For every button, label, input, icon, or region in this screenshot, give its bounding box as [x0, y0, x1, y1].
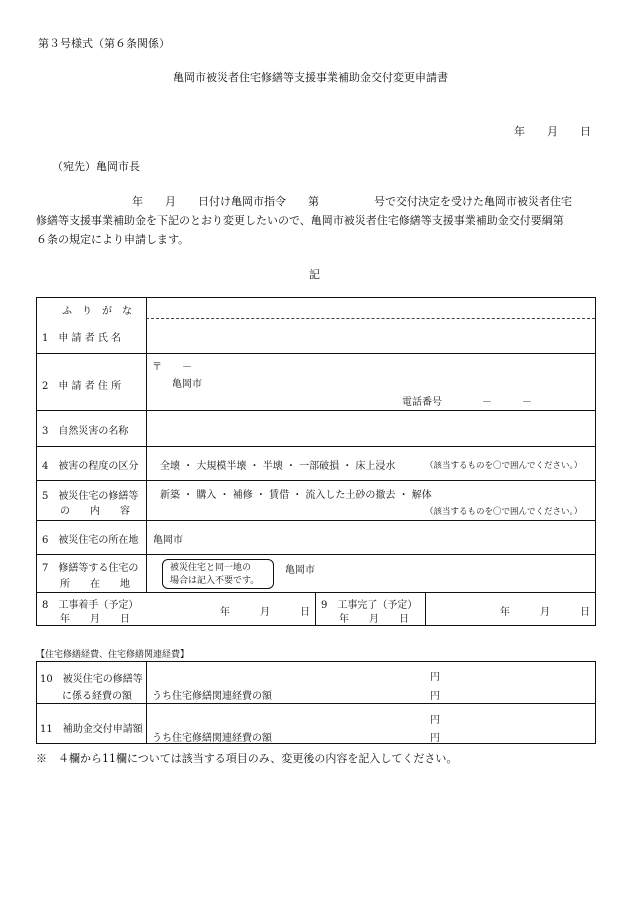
- body-line-3: ６条の規定により申請します。: [36, 233, 190, 246]
- same-location-note-1: 被災住宅と同一地の: [170, 563, 252, 573]
- applicant-address-label: 2 申 請 者 住 所: [42, 381, 122, 392]
- repair-cost-label-2: に係る経費の額: [62, 691, 132, 702]
- addressee: （宛先）亀岡市長: [52, 160, 140, 173]
- subsidy-related-cost-yen: 円: [430, 733, 440, 744]
- start-date-label-1: 8 工事着手（予定）: [42, 600, 139, 611]
- end-date-label-2: 年 月 日: [339, 614, 409, 625]
- body-line-2: 修繕等支援事業補助金を下記のとおり変更したいので、亀岡市被災者住宅修繕等支援事業補助金交付要綱第: [36, 214, 564, 227]
- date-line: 年 月 日: [514, 125, 591, 138]
- disaster-name-label: 3 自然災害の名称: [42, 426, 129, 437]
- subsidy-related-cost-label: うち住宅修繕関連経費の額: [152, 733, 272, 744]
- start-date-value: 年 月 日: [220, 607, 310, 618]
- house-location-value: 亀岡市: [153, 535, 183, 546]
- repair-cost-label-1: 10 被災住宅の修繕等: [40, 674, 143, 685]
- document-title: 亀岡市被災者住宅修繕等支援事業補助金交付変更申請書: [173, 71, 448, 84]
- end-date-value: 年 月 日: [500, 607, 590, 618]
- form-number: 第３号様式（第６条関係）: [38, 37, 170, 50]
- phone-number: 電話番号 － －: [402, 397, 532, 408]
- expense-section-title: 【住宅修繕経費、住宅修繕関連経費】: [36, 650, 190, 660]
- damage-level-note: （該当するものを〇で囲んでください。）: [425, 461, 583, 471]
- repair-content-label-1: 5 被災住宅の修繕等: [42, 491, 139, 502]
- footnote: ※ ４欄から11欄については該当する項目のみ、変更後の内容を記入してください。: [36, 752, 458, 765]
- end-date-label-1: 9 工事完了（予定）: [321, 600, 418, 611]
- ki-heading: 記: [309, 268, 320, 281]
- postal-code: 〒 －: [152, 362, 192, 373]
- repair-location-value: 亀岡市: [285, 565, 315, 576]
- subsidy-amount-yen: 円: [430, 715, 440, 726]
- address-city: 亀岡市: [172, 379, 202, 390]
- repair-location-label-2: 所 在 地: [60, 579, 130, 590]
- repair-related-cost-label: うち住宅修繕関連経費の額: [152, 691, 272, 702]
- damage-level-options: 全壊 ・ 大規模半壊 ・ 半壊 ・ 一部破損 ・ 床上浸水: [160, 461, 396, 472]
- repair-content-label-2: の 内 容: [60, 506, 130, 517]
- applicant-name-label: 1 申 請 者 氏 名: [42, 333, 122, 344]
- repair-content-options: 新築 ・ 購入 ・ 補修 ・ 賃借 ・ 流入した土砂の撤去 ・ 解体: [160, 490, 432, 501]
- repair-related-cost-yen: 円: [430, 691, 440, 702]
- furigana-label: ふ り が な: [62, 306, 132, 317]
- damage-level-label: 4 被害の程度の区分: [42, 461, 139, 472]
- repair-location-label-1: 7 修繕等する住宅の: [42, 563, 139, 574]
- subsidy-amount-label: 11 補助金交付申請額: [40, 724, 143, 735]
- repair-cost-yen: 円: [430, 672, 440, 683]
- same-location-note-2: 場合は記入不要です。: [170, 576, 260, 586]
- start-date-label-2: 年 月 日: [60, 614, 130, 625]
- body-line-1: 年 月 日付け亀岡市指令 第 号で交付決定を受けた亀岡市被災者住宅: [132, 195, 572, 208]
- repair-content-note: （該当するものを〇で囲んでください。）: [425, 507, 583, 517]
- house-location-label: 6 被災住宅の所在地: [42, 535, 139, 546]
